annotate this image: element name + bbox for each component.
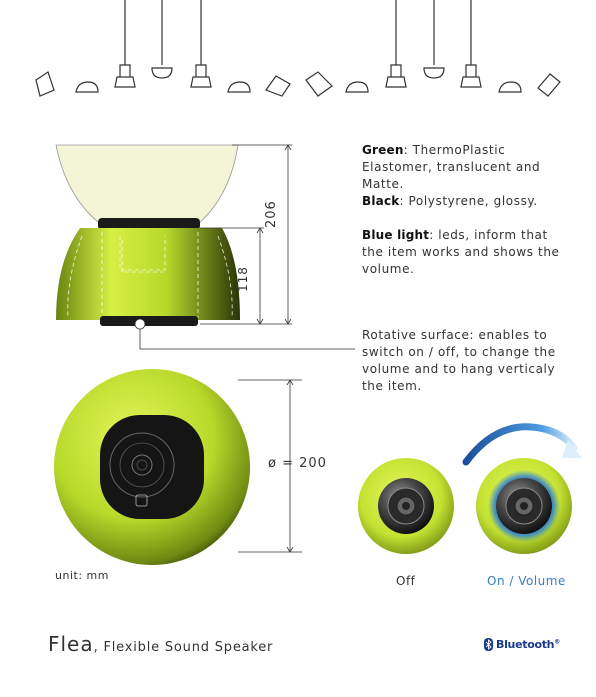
bluetooth-icon [484,638,493,651]
dimension-height-total: 206 [264,200,279,228]
material-blue-light: Blue light: leds, inform that the item works and shows the volume. [362,228,560,276]
unit-label: unit: mm [55,569,109,582]
rotative-surface-note: Rotative surface: enables to switch on / off, to change the volume and to hang verticaly the item. [362,328,556,393]
side-elevation-view [56,145,355,349]
material-black: Black: Polystyrene, glossy. [362,194,538,208]
state-off-illustration [358,458,454,554]
dimension-height-body: 118 [236,266,250,292]
state-off-label: Off [396,574,416,588]
top-view [54,369,302,565]
hanging-speakers-illustration [36,0,560,96]
state-on-label: On / Volume [487,574,566,588]
material-green: Green: ThermoPlastic Elastomer, translucent and Matte. [362,143,541,191]
bluetooth-logo-text: Bluetooth® [496,638,560,651]
dimension-diameter: ø = 200 [268,456,327,471]
state-on-illustration [466,427,582,554]
product-title: Flea, Flexible Sound Speaker [48,632,274,656]
